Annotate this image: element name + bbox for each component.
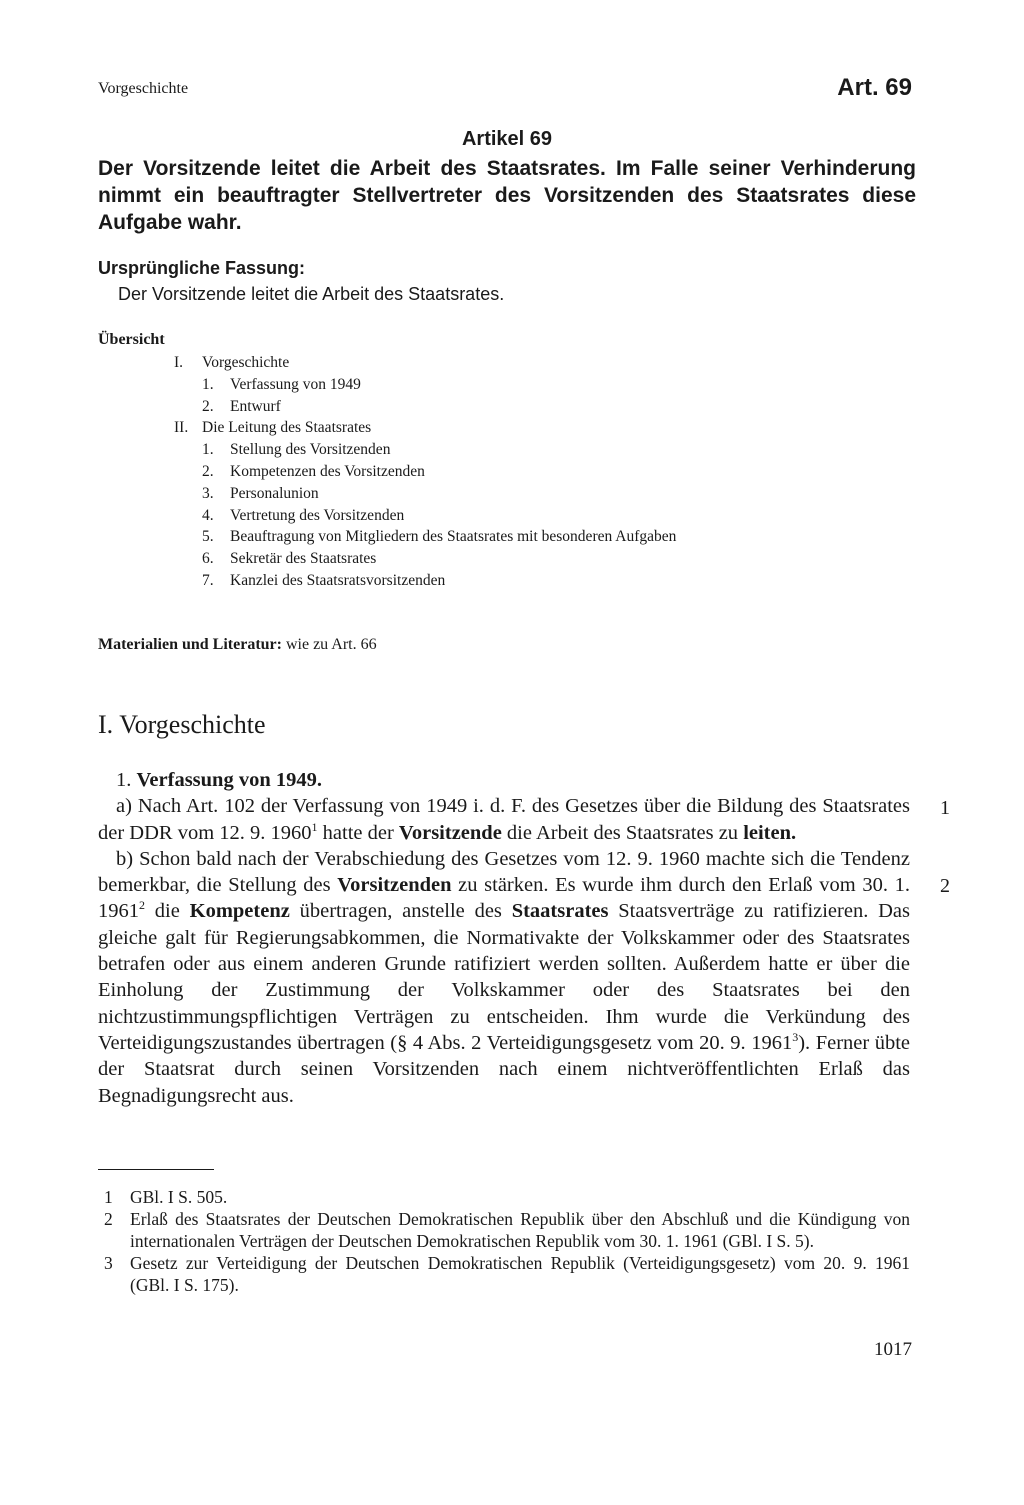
- article-label: Art. 69: [837, 74, 912, 101]
- table-of-contents: [174, 352, 676, 592]
- materials-line: [98, 636, 377, 654]
- toc-label: Die Leitung des Staatsrates: [202, 419, 372, 437]
- original-version-text: Der Vorsitzende leitet die Arbeit des Staatsrates.: [118, 284, 505, 304]
- emphasis: Vorsitzende: [398, 821, 502, 844]
- toc-number: 1.: [202, 441, 214, 459]
- toc-number: 4.: [202, 506, 214, 524]
- toc-label: Kompetenzen des Vorsitzenden: [230, 462, 425, 480]
- toc-label: Entwurf: [230, 397, 281, 415]
- toc-number: II.: [174, 419, 189, 437]
- margin-number: 1: [940, 797, 950, 819]
- footnote-divider: [98, 1169, 214, 1170]
- subsection-number: 1.: [116, 769, 132, 791]
- toc-label: Vertretung des Vorsitzenden: [230, 506, 405, 524]
- toc-number: 2.: [202, 397, 214, 415]
- footnote-ref[interactable]: 2: [139, 898, 145, 913]
- footnote-text: GBl. I S. 505.: [130, 1187, 228, 1207]
- toc-number: 6.: [202, 550, 214, 568]
- text-run: die: [145, 900, 190, 923]
- footnote-text: Gesetz zur Verteidigung der Deutschen Demokratischen Republik (Verteidigungsgesetz) vom 20. 9. 1961 (GBl. I S. 175).: [130, 1253, 910, 1295]
- text-run: übertragen, anstelle des: [289, 900, 512, 923]
- subsection-heading: [98, 767, 910, 793]
- subsection-title: Verfassung von 1949.: [136, 769, 322, 791]
- toc-label: Stellung des Vorsitzenden: [230, 441, 391, 459]
- footnote-number: 3: [104, 1253, 113, 1273]
- toc-item: [174, 417, 676, 439]
- toc-item: [174, 548, 676, 570]
- footnote-ref[interactable]: 1: [311, 819, 318, 834]
- materials-text: wie zu Art. 66: [285, 636, 377, 653]
- toc-item: [174, 570, 676, 592]
- emphasis: leiten.: [743, 821, 797, 844]
- text-run: ). Ferner übte der Staatsrat durch seinen Vorsitzenden nach einem nichtveröffentlichten Erlaß das Begnadigungsrecht aus.: [98, 1031, 911, 1107]
- text-run: Staatsverträge zu ratifizieren. Das gleiche galt für Regierungsabkommen, die Normativakte der Volkskammer oder des Staatsrates betrafen oder aus einem anderen Grunde ratifiziert werden sollten. Außerdem hatte er über die Einholung der Zustimmung der Volkskammer oder des Staatsrates bei den nichtzustimmungspflichtigen Verträgen zu entscheiden. Ihm wurde die Verkündung des Verteidigungszustandes übertragen (§ 4 Abs. 2 Verteidigungsgesetz vom 20. 9. 1961: [98, 900, 910, 1054]
- original-version-heading: Ursprüngliche Fassung:: [98, 258, 306, 278]
- footnote-ref[interactable]: 3: [792, 1030, 799, 1045]
- footnotes: [98, 1186, 910, 1296]
- footnote-text: Erlaß des Staatsrates der Deutschen Demokratischen Republik über den Abschluß und die Kündigung von internationalen Verträgen der Deutschen Demokratischen Republik vom 30. 1. 1961 (GBl. I S. 5).: [130, 1209, 910, 1251]
- emphasis: Staatsrates: [511, 900, 609, 923]
- toc-item: [174, 396, 676, 418]
- footnote: [98, 1208, 910, 1252]
- toc-number: 3.: [202, 484, 214, 502]
- footnote-number: 2: [104, 1209, 113, 1229]
- footnote: [98, 1252, 910, 1296]
- running-head: Vorgeschichte: [98, 80, 189, 97]
- toc-label: Kanzlei des Staatsratsvorsitzenden: [230, 571, 446, 589]
- toc-label: Verfassung von 1949: [230, 375, 361, 393]
- page-number: 1017: [874, 1339, 912, 1360]
- section-title: I. Vorgeschichte: [98, 710, 266, 739]
- article-text: Der Vorsitzende leitet die Arbeit des Staatsrates. Im Falle seiner Verhinderung nimmt ein beauftragter Stellvertreter des Vorsitzenden des Staatsrates diese Aufgabe wahr.: [98, 157, 916, 234]
- text-run: hatte der: [317, 821, 399, 844]
- toc-item: [174, 526, 676, 548]
- materials-label: Materialien und Literatur:: [98, 636, 282, 653]
- article-block: [98, 126, 916, 236]
- emphasis: Vorsitzenden: [337, 874, 452, 897]
- toc-item: [174, 505, 676, 527]
- overview-heading: Übersicht: [98, 331, 165, 348]
- toc-item: [174, 374, 676, 396]
- toc-label: Vorgeschichte: [202, 354, 290, 371]
- toc-label: Sekretär des Staatsrates: [230, 550, 377, 568]
- toc-number: 2.: [202, 462, 214, 480]
- footnote: [98, 1186, 910, 1208]
- toc-number: 7.: [202, 571, 214, 589]
- paragraph-b: [98, 846, 910, 1109]
- article-title: Artikel 69: [461, 128, 553, 150]
- toc-item: [174, 461, 676, 483]
- toc-label: Beauftragung von Mitgliedern des Staatsrates mit besonderen Aufgaben: [230, 528, 677, 546]
- text-run: die Arbeit des Staatsrates zu: [501, 821, 744, 844]
- toc-number: 1.: [202, 375, 214, 393]
- text-run: a) Nach Art. 102 der Verfassung von 1949 i. d. F. des Gesetzes über die Bildung des Staatsrates der DDR vom 12. 9. 1960: [98, 795, 910, 844]
- toc-number: 5.: [202, 528, 214, 546]
- text-run: zu stärken. Es wurde ihm durch den Erlaß vom 30. 1. 1961: [98, 874, 910, 923]
- paragraph-a: [98, 793, 910, 846]
- footnote-number: 1: [104, 1187, 113, 1207]
- margin-number: 2: [940, 875, 950, 897]
- toc-item: [174, 439, 676, 461]
- text-run: b) Schon bald nach der Verabschiedung des Gesetzes vom 12. 9. 1960 machte sich die Tendenz bemerkbar, die Stellung des: [98, 847, 910, 897]
- toc-item: [174, 352, 676, 374]
- toc-label: Personalunion: [230, 484, 319, 502]
- toc-item: [174, 483, 676, 505]
- body-text: [98, 767, 910, 1109]
- toc-number: I.: [174, 354, 184, 371]
- emphasis: Kompetenz: [189, 900, 290, 923]
